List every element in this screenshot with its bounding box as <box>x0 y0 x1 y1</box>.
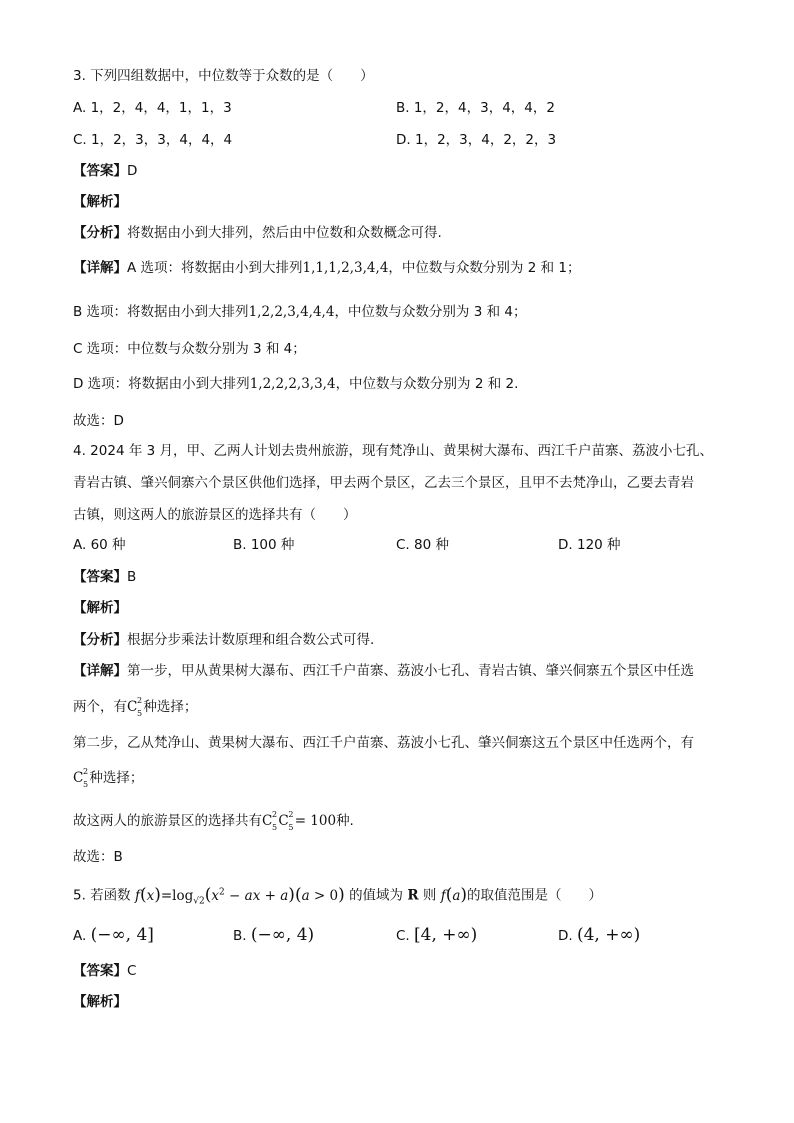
answer-tag: 【答案】 <box>73 569 127 585</box>
q5-option-d: D. (4, +∞) <box>558 925 641 945</box>
q5-option-a: A. (−∞, 4] <box>73 925 154 945</box>
q3-detail-c: C 选项：中位数与众数分别为 3 和 4； <box>73 341 306 357</box>
q3-conclusion: 故选：D <box>73 413 124 429</box>
q3-option-d: D. 1，2，3，4，2，2，3 <box>396 132 557 148</box>
q4-detail-line-1: 【详解】第一步，甲从黄果树大瀑布、西江千户苗寨、荔波小七孔、青岩古镇、肇兴侗寨五个景区中任选 <box>73 663 694 679</box>
combination-c52: C 2 5 <box>262 810 278 832</box>
q4-stem-line-3: 古镇，则这两人的旅游景区的选择共有（ ） <box>73 507 357 523</box>
answer-value: C <box>127 963 137 979</box>
q5-option-c: C. [4, +∞) <box>396 925 478 945</box>
q5-option-b: B. (−∞, 4) <box>233 925 315 945</box>
q5-answer <box>73 961 136 981</box>
q4-conclusion: 故选：B <box>73 849 123 865</box>
q4-option-b: B. 100 种 <box>233 537 295 553</box>
q3-option-a: A. 1，2，4，4，1，1，3 <box>73 100 232 116</box>
q3-detail-a: 【详解】A 选项：将数据由小到大排列1,1,1,2,3,4,4，中位数与众数分别为 2 和 1； <box>73 260 581 276</box>
f-of-a: f(a) <box>440 884 468 905</box>
q5-analysis-tag: 【解析】 <box>73 994 127 1010</box>
q4-fenxi <box>73 630 374 650</box>
q3-option-c: C. 1，2，3，3，4，4，4 <box>73 132 233 148</box>
detail-tag: 【详解】 <box>73 663 127 679</box>
combination-c52: C 2 5 <box>73 767 89 789</box>
q4-detail-line-2: 两个，有C 2 5 种选择； <box>73 696 198 718</box>
answer-tag: 【答案】 <box>73 163 127 179</box>
q3-answer <box>73 161 137 181</box>
q4-option-d: D. 120 种 <box>558 537 621 553</box>
q4-option-c: C. 80 种 <box>396 537 449 553</box>
q4-analysis-tag: 【解析】 <box>73 600 127 616</box>
q4-stem-line-1: 4. 2024 年 3 月，甲、乙两人计划去贵州旅游，现有梵净山、黄果树大瀑布、西江千户苗寨、荔波小七孔、 <box>73 443 713 459</box>
fenxi-tag: 【分析】 <box>73 225 127 241</box>
q3-stem: 3. 下列四组数据中，中位数等于众数的是（ ） <box>73 68 374 84</box>
q4-stem-line-2: 青岩古镇、肇兴侗寨六个景区供他们选择，甲去两个景区，乙去三个景区，且甲不去梵净山，乙要去青岩 <box>73 475 694 491</box>
q4-detail-line-3: 第二步，乙从梵净山、黄果树大瀑布、西江千户苗寨、荔波小七孔、肇兴侗寨这五个景区中任选两个，有 <box>73 735 694 751</box>
q4-detail-line-5: 故这两人的旅游景区的选择共有C 2 5 C 2 5 = 100种. <box>73 810 354 832</box>
q4-answer <box>73 567 136 587</box>
answer-value: D <box>127 163 138 179</box>
combination-c52: C 2 5 <box>127 696 143 718</box>
q4-detail-line-4: C 2 5 种选择； <box>73 767 144 789</box>
sorted-sequence: 1,2,2,3,4,4,4 <box>248 304 335 320</box>
sorted-sequence: 1,1,1,2,3,4,4 <box>302 260 389 276</box>
q3-detail-d: D 选项：将数据由小到大排列1,2,2,2,3,3,4，中位数与众数分别为 2 和 2. <box>73 376 519 392</box>
fenxi-text: 将数据由小到大排列，然后由中位数和众数概念可得. <box>127 225 442 241</box>
q3-fenxi <box>73 223 442 243</box>
sorted-sequence: 1,2,2,2,3,3,4 <box>249 376 336 392</box>
function-definition: $f(x)=\log_{√2}(x^2$ − ax + a)(a > 0) <box>134 884 345 907</box>
combination-c52: C 2 5 <box>278 810 294 832</box>
answer-tag: 【答案】 <box>73 963 127 979</box>
q3-option-b: B. 1，2，4，3，4，4，2 <box>396 100 555 116</box>
q5-stem: 5. 若函数 $f(x)=\log_{√2}(x^2$ − ax + a)(a > 0) 的值域为 R 则 f(a)的取值范围是（ ） <box>73 884 603 907</box>
q4-option-a: A. 60 种 <box>73 537 126 553</box>
q3-detail-b: B 选项：将数据由小到大排列1,2,2,3,4,4,4，中位数与众数分别为 3 和 4； <box>73 304 527 320</box>
detail-tag: 【详解】 <box>73 260 127 276</box>
q3-analysis-tag: 【解析】 <box>73 194 127 210</box>
fenxi-tag: 【分析】 <box>73 632 127 648</box>
real-set-symbol: R <box>407 887 419 904</box>
fenxi-text: 根据分步乘法计数原理和组合数公式可得. <box>127 632 375 648</box>
answer-value: B <box>127 569 137 585</box>
